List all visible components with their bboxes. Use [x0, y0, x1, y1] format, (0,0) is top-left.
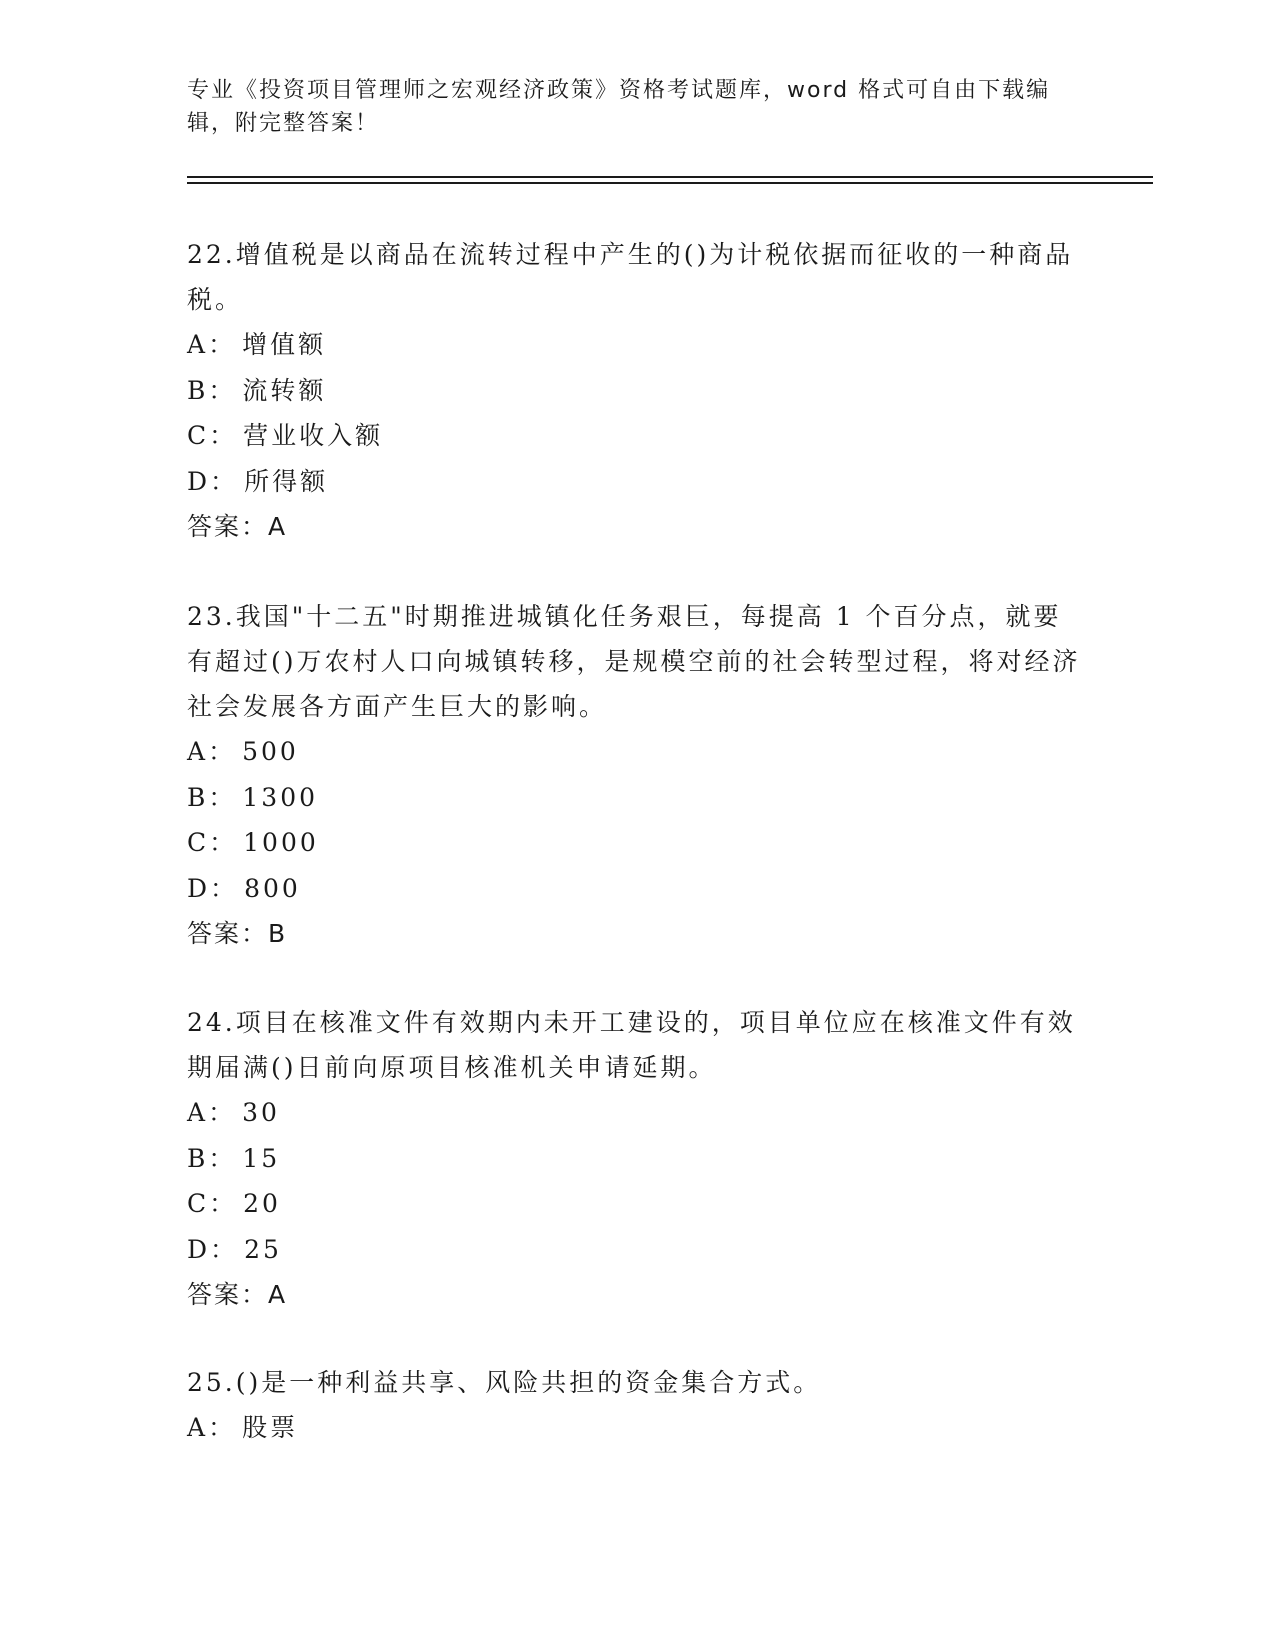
option-text: 15 [242, 1143, 281, 1173]
option-key: D [187, 466, 211, 496]
option-a [187, 1090, 1087, 1136]
option-c [187, 820, 1087, 866]
header-divider-top [187, 176, 1153, 178]
option-d [187, 459, 1087, 505]
option-d [187, 866, 1087, 912]
option-text: 20 [243, 1189, 281, 1218]
answer-label: 答案：A [187, 1280, 288, 1309]
option-separator: ： [209, 1189, 238, 1218]
question-23 [187, 594, 1087, 956]
option-c [187, 413, 1087, 459]
option-separator: ： [208, 737, 237, 766]
option-separator: ： [208, 375, 237, 405]
option-c [187, 1181, 1087, 1227]
option-text: 增值额 [242, 330, 327, 359]
option-key: C [187, 828, 210, 857]
option-text: 股票 [242, 1413, 299, 1442]
document-header [187, 74, 1087, 140]
option-separator: ： [208, 1098, 237, 1127]
option-key: B [187, 375, 209, 405]
option-text: 25 [244, 1234, 282, 1264]
question-text: 25.()是一种利益共享、风险共担的资金集合方式。 [187, 1368, 822, 1397]
option-separator: ： [210, 466, 239, 496]
option-b [187, 1136, 1087, 1182]
option-key: B [187, 1143, 209, 1173]
option-text: 流转额 [242, 375, 327, 405]
option-key: A [187, 737, 209, 766]
option-key: C [187, 1189, 210, 1218]
option-b [187, 368, 1087, 414]
option-text: 500 [242, 737, 299, 766]
option-key: B [187, 782, 209, 812]
option-separator: ： [210, 1234, 239, 1264]
option-text: 1000 [243, 828, 319, 857]
option-key: A [187, 1413, 209, 1442]
option-b [187, 775, 1087, 821]
option-text: 800 [244, 873, 301, 903]
option-key: C [187, 421, 210, 450]
option-separator: ： [209, 421, 238, 450]
option-key: D [187, 873, 211, 903]
question-22 [187, 232, 1087, 549]
option-text: 营业收入额 [243, 421, 384, 450]
option-separator: ： [209, 828, 238, 857]
question-text: 24.项目在核准文件有效期内未开工建设的，项目单位应在核准文件有效期届满()日前向原项目核准机关申请延期。 [187, 1008, 1076, 1082]
option-text: 所得额 [244, 466, 329, 496]
question-24 [187, 1000, 1087, 1317]
option-a [187, 322, 1087, 368]
option-text: 1300 [242, 782, 319, 812]
option-separator: ： [210, 873, 239, 903]
option-separator: ： [208, 330, 237, 359]
header-divider-bottom [187, 182, 1153, 184]
option-key: D [187, 1234, 211, 1264]
option-text: 30 [242, 1098, 280, 1127]
header-text: 专业《投资项目管理师之宏观经济政策》资格考试题库，word 格式可自由下载编辑，附完整答案！ [187, 78, 1051, 136]
question-text: 22.增值税是以商品在流转过程中产生的()为计税依据而征收的一种商品税。 [187, 240, 1074, 314]
option-d [187, 1227, 1087, 1273]
option-a [187, 729, 1087, 775]
option-separator: ： [208, 782, 237, 812]
option-key: A [187, 1098, 209, 1127]
option-a [187, 1405, 1087, 1451]
answer-label: 答案：B [187, 919, 288, 948]
question-25 [187, 1360, 1087, 1451]
question-text: 23.我国"十二五"时期推进城镇化任务艰巨，每提高 1 个百分点，就要有超过()万农村人口向城镇转移，是规模空前的社会转型过程，将对经济社会发展各方面产生巨大的影响。 [187, 602, 1081, 721]
answer-label: 答案：A [187, 512, 288, 541]
option-separator: ： [208, 1413, 237, 1442]
option-key: A [187, 330, 209, 359]
option-separator: ： [208, 1143, 237, 1173]
